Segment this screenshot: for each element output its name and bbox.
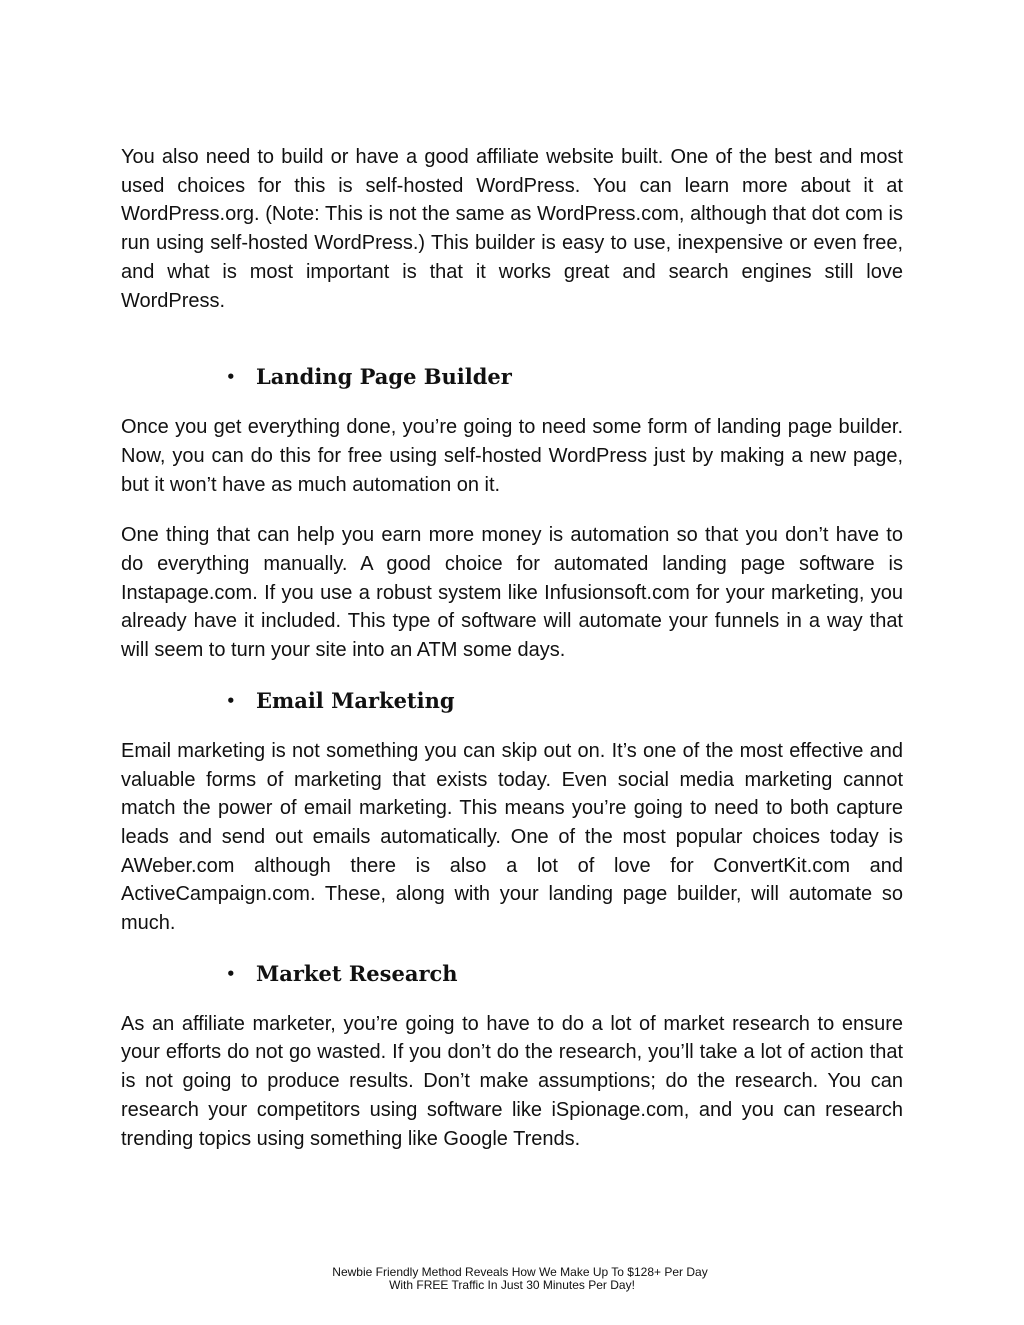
page-footer — [0, 1266, 1024, 1292]
paragraph-landing-1: Once you get everything done, you’re going to need some form of landing page builder. Now, you can do this for free using self-hosted WordPress just by making a new page, but it won’t have as much automation on it. — [121, 416, 903, 496]
footer-line-1: Newbie Friendly Method Reveals How We Make Up To $128+ Per Day — [332, 1265, 708, 1279]
heading-landing-page-builder — [121, 363, 903, 391]
bullet-icon: • — [226, 368, 236, 387]
heading-text: Landing Page Builder — [256, 364, 512, 390]
bullet-icon: • — [226, 691, 236, 710]
paragraph-research: As an affiliate marketer, you’re going to have to do a lot of market research to ensure your efforts do not go wasted. If you don’t do the research, you’ll take a lot of action that is not going to produce results. Don’t make assumptions; do the research. You can research your competitors using software like iSpionage.com, and you can research trending topics using something like Google Trends. — [121, 1012, 903, 1150]
document-body — [121, 143, 903, 1153]
paragraph-landing-2: One thing that can help you earn more money is automation so that you don’t have to do everything manually. A good choice for automated landing page software is Instapage.com. If you use a robust system like Infusionsoft.com for your marketing, you already have it included. This type of software will automate your funnels in a way that will seem to turn your site into an ATM some days. — [121, 524, 903, 662]
paragraph-email: Email marketing is not something you can skip out on. It’s one of the most effective and valuable forms of marketing that exists today. Even social media marketing cannot match the power of email marketing. This means you’re going to need to both capture leads and send out emails automatically. One of the most popular choices today is AWeber.com although there is also a lot of love for ConvertKit.com and ActiveCampaign.com. These, along with your landing page builder, will automate so much. — [121, 739, 903, 935]
heading-email-marketing — [121, 687, 903, 715]
heading-text: Market Research — [256, 960, 458, 986]
footer-line-2: With FREE Traffic In Just 30 Minutes Per Day! — [389, 1278, 635, 1292]
heading-market-research — [121, 960, 903, 988]
bullet-icon: • — [226, 964, 236, 983]
paragraph-intro: You also need to build or have a good affiliate website built. One of the best and most used choices for this is self-hosted WordPress. You can learn more about it at WordPress.org. (Note: This is not the same as WordPress.com, although that dot com is run using self-hosted WordPress.) This builder is easy to use, inexpensive or even free, and what is most important is that it works great and search engines still love WordPress. — [121, 146, 903, 312]
heading-text: Email Marketing — [256, 687, 455, 713]
